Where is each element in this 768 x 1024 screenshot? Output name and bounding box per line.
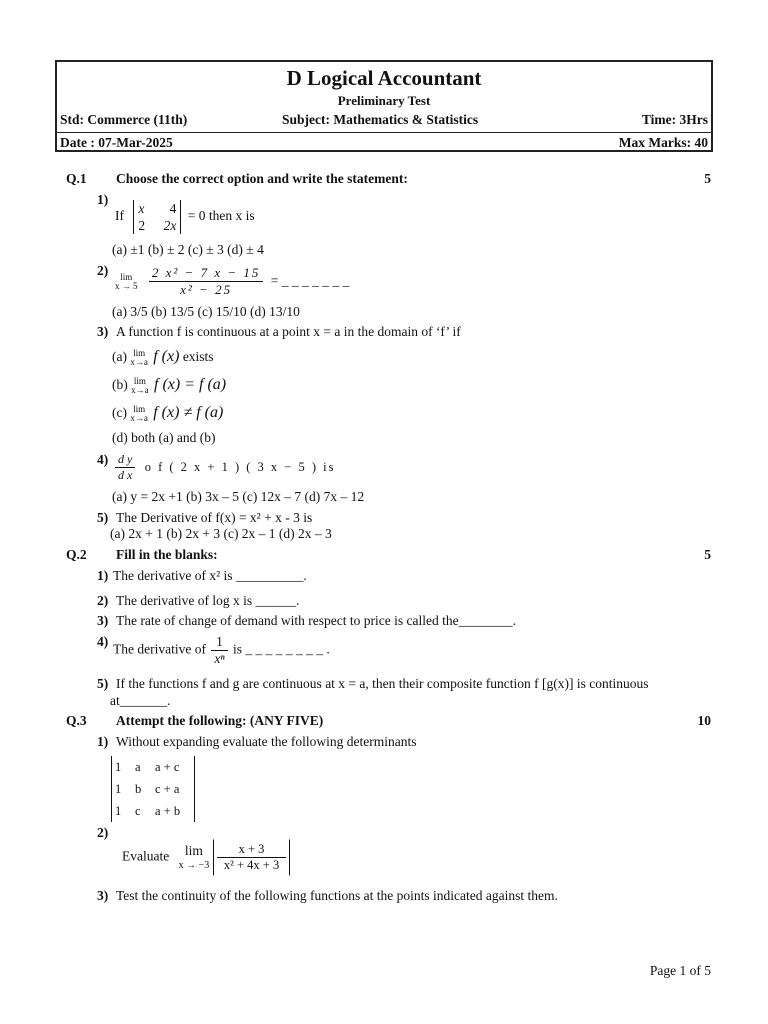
det-row [115,756,191,778]
det-cell: a + c [155,760,180,774]
header-box [55,60,713,152]
subject-label: Subject: Mathematics & Statistics [282,112,479,127]
fraction-denominator: xⁿ [214,651,225,666]
det-cell: c [135,804,141,818]
fraction-denominator: x² + 4x + 3 [223,858,280,872]
q3-item-2-prefix: Evaluate [122,848,170,864]
q2-number: Q.2 [66,547,87,562]
q3-item-3-number: 3) [97,888,109,903]
q2-item-5-line1: If the functions f and g are continuous at x = a, then their composite function f [g(x)] is continuous [116,676,649,691]
test-subtitle: Preliminary Test [337,93,431,108]
q1-item-2-fraction [149,265,263,298]
q2-item-4-number: 4) [97,634,109,649]
det-cell: 4 [169,201,177,216]
q1-item-2-number: 2) [97,263,109,278]
option-label: (c) [112,405,127,420]
q1-heading: Choose the correct option and write the statement: [116,171,408,186]
q2-item-4-fraction [211,634,227,667]
q2-item-5-number: 5) [97,676,109,691]
lim-word: lim [133,347,146,358]
det-row [115,800,191,822]
lim-symbol [130,349,148,367]
lim-word: lim [133,403,146,414]
det-cell: 1 [115,804,122,818]
max-marks-label: Max Marks: 40 [618,135,708,150]
lim-word: lim [133,375,146,386]
q1-item-5-number: 5) [97,510,109,525]
det-row [115,778,191,800]
q3-item-3-text: Test the continuity of the following functions at the points indicated against them. [116,888,558,903]
time-label: Time: 3Hrs [641,112,708,127]
q2-item-5-line2: at_______. [110,693,171,708]
q1-item-2-options: (a) 3/5 (b) 13/5 (c) 15/10 (d) 13/10 [112,304,300,319]
q1-item-4-number: 4) [97,452,109,467]
bracket-group [213,839,291,876]
q1-item-3-number: 3) [97,324,109,339]
q3-number: Q.3 [66,713,87,728]
q2-item-1-number: 1) [97,568,109,583]
det-cell: b [135,782,142,796]
q1-number: Q.1 [66,171,87,186]
det-cell: c + a [155,782,180,796]
std-label: Std: Commerce (11th) [60,112,188,127]
fraction-numerator: d y [115,452,135,468]
q3-item-2-expression [122,839,290,876]
det-cell: 2x [163,218,177,233]
det-cell: 1 [115,760,122,774]
q2-item-3-text: The rate of change of demand with respect to price is called the________. [116,613,516,628]
lim-sub: x → −3 [178,859,210,871]
q1-item-2-expression [115,265,349,298]
q1-item-1-options: (a) ±1 (b) ± 2 (c) ± 3 (d) ± 4 [112,242,264,257]
q1-item-1-prefix: If [115,208,124,224]
lim-symbol [179,844,210,872]
q3-marks: 10 [697,713,711,728]
q1-item-5-text: The Derivative of f(x) = x² + x - 3 is [116,510,313,525]
q1-item-3-option-c [112,404,223,423]
header-divider [57,132,711,133]
q2-item-4-prefix: The derivative of [113,641,206,657]
fraction-denominator: d x [118,468,133,482]
q2-heading: Fill in the blanks: [116,547,218,562]
det-cell: 1 [115,782,122,796]
q2-item-1-text: The derivative of x² is __________. [113,568,307,583]
lim-sub: x→a [130,356,148,367]
q2-marks: 5 [704,547,711,562]
det-cell: x [138,201,145,216]
lim-sub: x→a [130,412,148,423]
q2-item-3-number: 3) [97,613,109,628]
option-expression: f (x) ≠ f (a) [153,404,224,421]
det-cell: 2 [138,218,146,233]
q2-item-2-text: The derivative of log x is ______. [116,593,300,608]
q1-item-4-expression [115,452,335,483]
q1-item-3-option-a [112,348,214,367]
q1-item-1-suffix: = 0 then x is [187,208,255,224]
q3-item-2-fraction [217,842,287,873]
q2-item-4-suffix: is _ _ _ _ _ _ _ _ . [232,641,330,657]
lim-sub: x→a [131,384,149,395]
q1-item-1-expression [115,200,255,234]
option-label: (b) [112,377,128,392]
q3-item-2-number: 2) [97,825,109,840]
q2-item-4-expression [113,634,330,667]
lim-symbol [131,377,149,395]
option-suffix: exists [182,349,214,364]
option-expression: f (x) [153,348,180,365]
page-number: Page 1 of 5 [649,963,711,978]
q1-item-3-option-b [112,376,226,395]
q1-item-1-number: 1) [97,192,109,207]
q1-marks: 5 [704,171,711,186]
fraction-numerator: x + 3 [217,842,287,858]
date-label: Date : 07-Mar-2025 [60,135,173,150]
lim-symbol [130,405,148,423]
q1-item-1-determinant [133,200,181,234]
q1-item-5-options: (a) 2x + 1 (b) 2x + 3 (c) 2x – 1 (d) 2x – 3 [110,526,332,541]
q3-item-1-text: Without expanding evaluate the following determinants [116,734,417,749]
q3-item-1-number: 1) [97,734,109,749]
q1-item-4-options: (a) y = 2x +1 (b) 3x – 5 (c) 12x – 7 (d) 7x – 12 [112,489,365,504]
q3-heading: Attempt the following: (ANY FIVE) [116,713,324,728]
lim-word: lim [120,271,133,282]
option-expression: f (x) = f (a) [154,376,227,393]
q1-item-2-suffix: = _ _ _ _ _ _ _ [270,272,350,288]
fraction-numerator: 2 x² − 7 x − 15 [149,265,263,282]
fraction-denominator: x² − 25 [180,282,233,297]
institute-title: D Logical Accountant [286,66,482,90]
q3-determinant [111,756,195,822]
det-cell: a [135,760,141,774]
q2-item-2-number: 2) [97,593,109,608]
det-cell: a + b [155,804,181,818]
q1-item-3-option-d: (d) both (a) and (b) [112,430,216,445]
derivative-fraction [115,452,135,483]
lim-sub: x → 5 [115,280,138,291]
fraction-numerator: 1 [211,634,227,651]
lim-word: lim [184,842,203,858]
lim-symbol [115,273,138,291]
option-label: (a) [112,349,127,364]
q1-item-3-text: A function f is continuous at a point x = a in the domain of ‘f’ if [116,324,461,339]
q1-item-4-expr: o f ( 2 x + 1 ) ( 3 x − 5 ) is [144,459,336,474]
